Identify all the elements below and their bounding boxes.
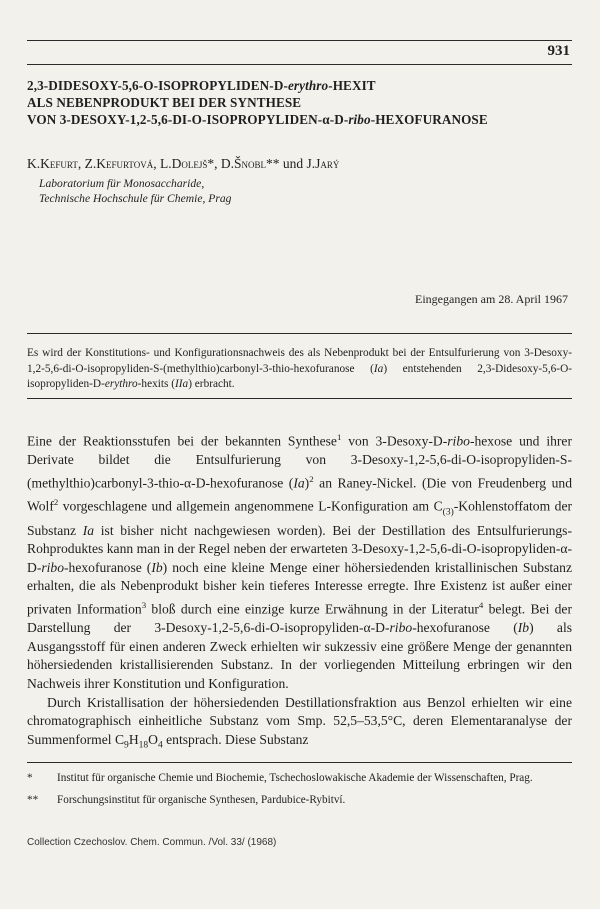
body-text (27, 428, 572, 755)
abstract-top-rule (27, 333, 572, 334)
header-rule (27, 64, 572, 65)
footnote-rule (27, 762, 572, 763)
journal-citation: Collection Czechoslov. Chem. Commun. /Vol. 33/ (1968) (27, 837, 277, 848)
paragraph-2: Durch Kristallisation der höhersiedenden Destillationsfraktion aus Benzol erhielten wir eine chromatographisch einheitliche Substanz vom Smp. 52,5–53,5°C, deren Elementaranalyse der Summenformel $C_9H_{18}O_4$ entsprach. Diese Substanz (27, 694, 572, 751)
article-title (27, 77, 572, 128)
paragraph-1: Eine der Reaktionsstufen bei der bekannten Synthese$^1$ von 3-Desoxy-D-ribo-hexose und ihrer Derivate bildet die Entsulfurierung von 3-Desoxy-1,2-5,6-di-O-isopropyliden-S-(methylthio)carbonyl-3-thio-α-D-hexofuranose $(Ia)^2$ an Raney-Nickel. (Die von Freudenberg und Wolf$^2$ vorgeschlagene und allgemein angenommene L-Konfiguration am $C_{(3)}$-Kohlenstoffatom der Substanz Ia ist bisher nicht nachgewiesen worden). Bei der Destillation des Entsulfurierungs-Rohproduktes kann man in der Regel neben der erwarteten 3-Desoxy-1,2-5,6-di-O-isopropyliden-α-D-ribo-hexofuranose (Ib) noch eine kleine Menge einer höhersiedenden kristallinischen Substanz erhalten, die als Nebenprodukt bisher kein tieferes Interesse erregte. Ihre Existenz ist außer einer privaten Information$^3$ bloß durch eine einzige kurze Erwähnung in der Literatur$^4$ belegt. Bei der Darstellung der 3-Desoxy-1,2-5,6-di-O-isopropyliden-α-D-ribo-hexofuranose (Ib) als Ausgangsstoff für einen anderen Zweck erhielten wir sukzessiv eine größere Menge der genannten höhersiedenden kristallisierenden Substanz. In der vorliegenden Mitteilung erbringen wir den Nachweis ihrer Konstitution und Konfiguration. (27, 432, 573, 691)
authors: K.Kefurt, Z.Kefurtová, L.Dolejš*, D.Šnobl** und J.Jarý (27, 156, 340, 171)
abstract: Es wird der Konstitutions- und Konfigurationsnachweis des als Nebenprodukt bei der Entsulfurierung von 3-Desoxy-1,2-5,6-di-O-isopropyliden-S-(methylthio)carbonyl-3-thio-hexofuranose (Ia) entstehenden 2,3-Didesoxy-5,6-O-isopropyliden-D-erythro-hexits (IIa) erbracht. (27, 347, 572, 390)
footnote-2: ** Forschungsinstitut für organische Synthesen, Pardubice-Rybitví. (27, 794, 346, 806)
page-number: 931 (547, 43, 570, 59)
page (27, 0, 572, 909)
title-line-1: 2,3-DIDESOXY-5,6-O-ISOPROPYLIDEN-D-erythro-HEXIT (27, 78, 376, 93)
title-line-2: ALS NEBENPRODUKT BEI DER SYNTHESE (27, 95, 302, 110)
abstract-bottom-rule (27, 398, 572, 399)
footnote-1: * Institut für organische Chemie und Biochemie, Tschechoslowakische Akademie der Wissenschaften, Prag. (27, 772, 533, 784)
footnotes (27, 770, 572, 808)
affiliation: Laboratorium für Monosaccharide, Technische Hochschule für Chemie, Prag (39, 177, 232, 205)
top-rule (27, 40, 572, 41)
received-date: Eingegangen am 28. April 1967 (415, 292, 568, 306)
title-line-3: VON 3-DESOXY-1,2-5,6-DI-O-ISOPROPYLIDEN-α-D-ribo-HEXOFURANOSE (27, 112, 488, 127)
